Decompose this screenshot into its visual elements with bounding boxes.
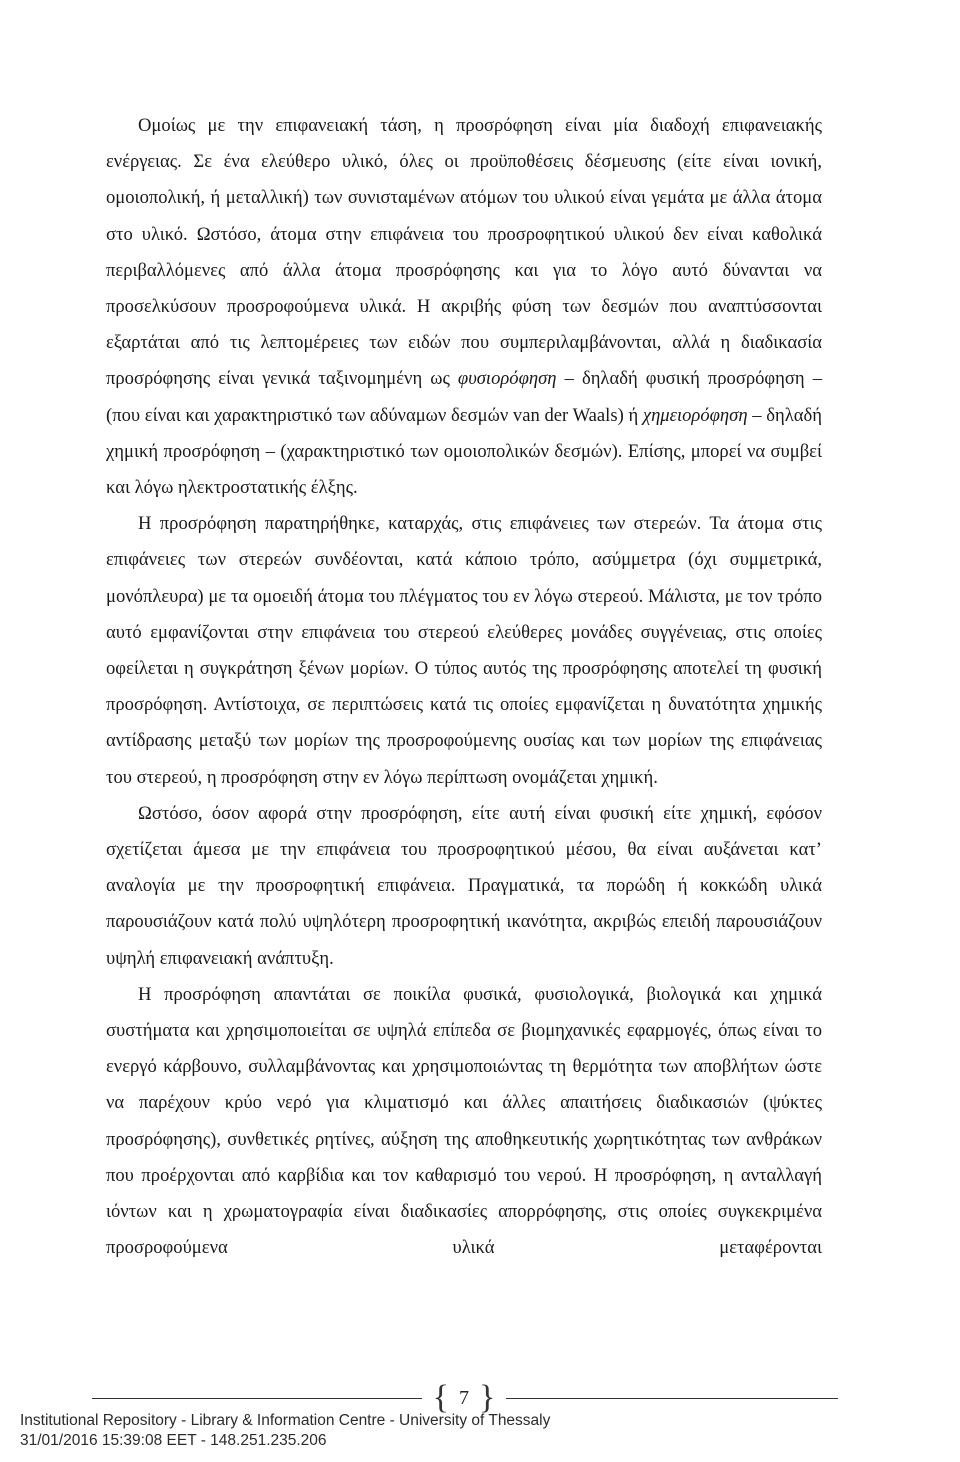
paragraph-2 [106, 506, 822, 796]
paragraph-1-text-b: – δηλαδή φυσική προσρόφηση – (που είναι και χαρακτηριστικό των αδύναμων δεσμών van der Waals) ή [106, 368, 822, 426]
paragraph-1-text-a: Ομοίως με την επιφανειακή τάση, η προσρόφηση είναι μία διαδοχή επιφανειακής ενέργειας. Σε ένα ελεύθερο υλικό, όλες οι προϋποθέσεις δέσμευσης (είτε είναι ιονική, ομοιοπολική, ή μεταλλική) των συνισταμένων ατόμων του υλικού είναι γεμάτα με άλλα άτομα στο υλικό. Ωστόσο, άτομα στην επιφάνεια του προσροφητικού υλικού δεν είναι καθολικά περιβαλλόμενες από άλλα άτομα προσρόφησης και για το λόγο αυτό δύνανται να προσελκύσουν προσροφούμενα υλικά. Η ακριβής φύση των δεσμών που αναπτύσσονται εξαρτάται από τις λεπτομέρειες των ειδών που συμπεριλαμβάνονται, αλλά η διαδικασία προσρόφησης είναι γενικά ταξινομημένη ως [106, 115, 822, 390]
repository-line: Institutional Repository - Library & Information Centre - University of Thessaly [20, 1412, 551, 1429]
document-body [106, 108, 822, 1267]
paragraph-1 [106, 108, 822, 506]
footer-rule-left [92, 1398, 422, 1399]
paragraph-4-text: Η προσρόφηση απαντάται σε ποικίλα φυσικά, φυσιολογικά, βιολογικά και χημικά συστήματα και χρησιμοποιείται σε υψηλά επίπεδα σε βιομηχανικές εφαρμογές, όπως είναι το ενεργό κάρβουνο, συλλαμβάνοντας και χρησιμοποιώντας τη θερμότητα των αποβλήτων ώστε να παρέχουν κρύο νερό για κλιματισμό και άλλες απαιτήσεις διαδικασιών (ψύκτες προσρόφησης), συνθετικές ρητίνες, αύξηση της αποθηκευτικής χωρητικότητας των ανθράκων που προέρχονται από καρβίδια και τον καθαρισμό του νερού. Η προσρόφηση, η ανταλλαγή ιόντων και η χρωματογραφία είναι διαδικασίες απορρόφησης, στις οποίες συγκεκριμένα προσροφούμενα υλικά μεταφέρονται [106, 983, 822, 1259]
paragraph-3-text: Ωστόσο, όσον αφορά στην προσρόφηση, είτε αυτή είναι φυσική είτε χημική, εφόσον σχετίζεται άμεσα με την επιφάνεια του προσροφητικού μέσου, θα είναι αυξάνεται κατ’ αναλογία με την προσροφητική επιφάνεια. Πραγματικά, τα πορώδη ή κοκκώδη υλικά παρουσιάζουν κατά πολύ υψηλότερη προσροφητική ικανότητα, ακριβώς επειδή παρουσιάζουν υψηλή επιφανειακή ανάπτυξη. [106, 802, 822, 969]
paragraph-2-text: Η προσρόφηση παρατηρήθηκε, καταρχάς, στις επιφάνειες των στερεών. Τα άτομα στις επιφάνειες των στερεών συνδέονται, κατά κάποιο τρόπο, ασύμμετρα (όχι συμμετρικά, μονόπλευρα) με τα ομοειδή άτομα του πλέγματος του εν λόγω στερεού. Μάλιστα, με τον τρόπο αυτό εμφανίζονται στην επιφάνεια του στερεού ελεύθερες μονάδες συγγένειας, στις οποίες οφείλεται η συγκράτηση ξένων μορίων. Ο τύπος αυτός της προσρόφησης αποτελεί τη φυσική προσρόφηση. Αντίστοιχα, σε περιπτώσεις κατά τις οποίες εμφανίζεται η δυνατότητα χημικής αντίδρασης μεταξύ των μορίων της προσροφούμενης ουσίας και των μορίων της επιφάνειας του στερεού, η προσρόφηση στην εν λόγω περίπτωση ονομάζεται χημική. [106, 513, 822, 788]
term-physisorption: φυσιορόφηση [457, 368, 557, 390]
paragraph-3 [106, 796, 822, 977]
paragraph-1-text-c: – δηλαδή χημική προσρόφηση – (χαρακτηριστικό των ομοιοπολικών δεσμών). Επίσης, μπορεί να συμβεί και λόγω ηλεκτροστατικής έλξης. [106, 404, 822, 499]
page-number: 7 [459, 1386, 469, 1409]
right-brace-icon: } [479, 1379, 496, 1416]
footer-rule-right [506, 1398, 838, 1399]
term-chemisorption: χημειορόφηση [642, 404, 748, 426]
left-brace-icon: { [432, 1379, 449, 1416]
paragraph-4 [106, 977, 822, 1267]
repository-watermark [20, 1411, 550, 1451]
timestamp-line: 31/01/2016 15:39:08 EET - 148.251.235.206 [20, 1432, 327, 1449]
